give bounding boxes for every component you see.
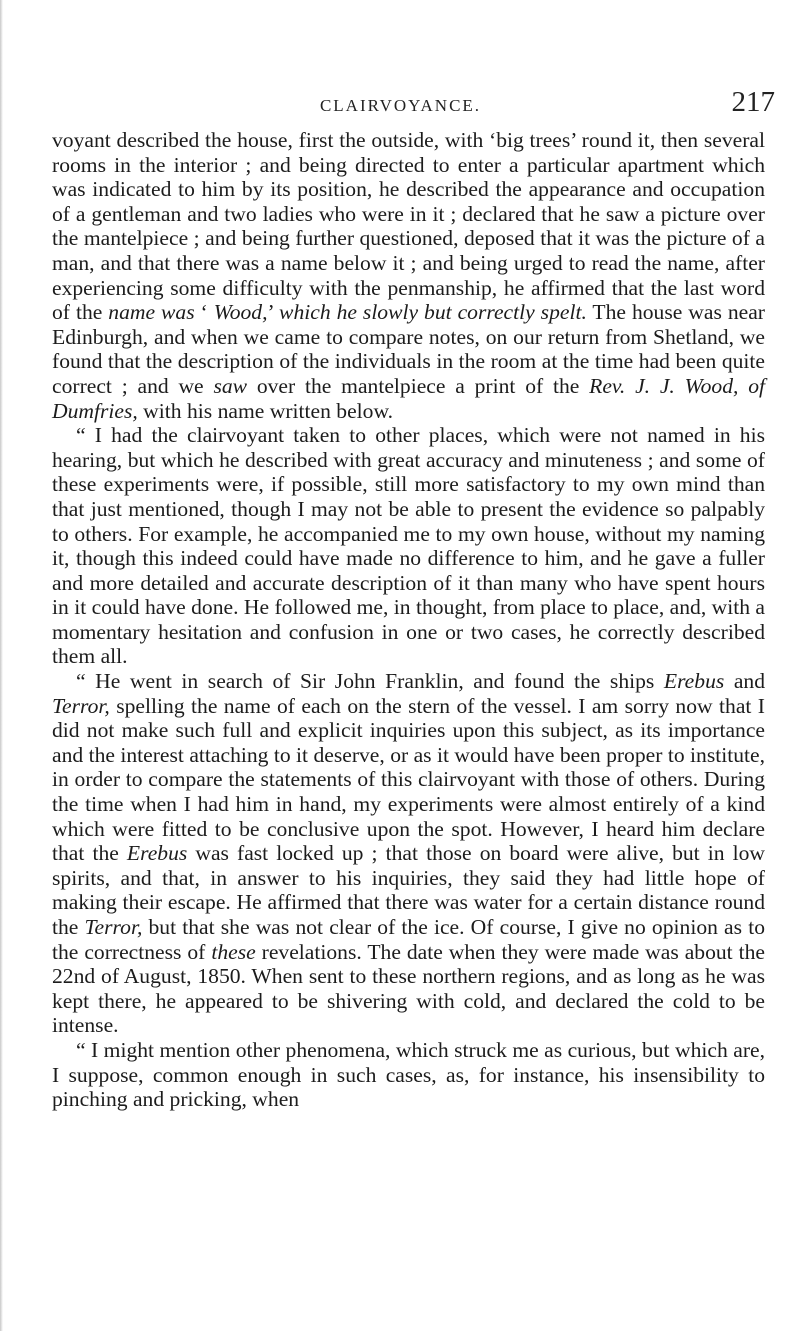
paragraph <box>52 1038 765 1112</box>
italic-text: Wood, <box>213 300 268 325</box>
italic-text: name was <box>108 300 195 325</box>
text-run: “ I had the clairvoyant taken to other places, which were not named in his hearing, but which he described with great accuracy and minuteness ; and some of these experiments were, if possible, still more satisfactory to my own mind than that just mentioned, though I may not be able to present the evidence so palpably to others. For example, he accompanied me to my own house, without my naming it, though this indeed could have made no difference to him, and he gave a fuller and more detailed and accurate description of it than many who have spent hours in it could have done. He followed me, in thought, from place to place, and, with a momentary hesitation and confusion in one or two cases, he correctly described them all. <box>52 423 765 669</box>
text-body <box>52 128 765 1112</box>
text-run: ’ <box>267 300 280 325</box>
text-run: was fast locked up ; that those on board were alive, but in low spirits, and that, in answer to his inquiries, they said they had little hope of making their escape. He affirmed that there was water for a certain distance round the <box>52 841 765 939</box>
text-run: “ I might mention other phenomena, which struck me as curious, but which are, I suppose, common enough in such cases, as, for instance, his insensibility to pinching and pricking, when <box>52 1037 765 1112</box>
italic-text: Erebus <box>126 841 188 866</box>
paragraph <box>52 423 765 669</box>
text-run: and <box>724 669 766 694</box>
italic-text: Erebus <box>663 669 725 694</box>
text-run: but that she was not clear of the ice. Of course, I give no opinion as to the correctness of <box>52 915 765 964</box>
italic-text: Rev. J. J. Wood, of Dumfries, <box>52 373 765 423</box>
text-run: ‘ <box>194 300 214 325</box>
italic-text: these <box>211 939 256 964</box>
paragraph <box>52 669 765 1038</box>
text-run: “ He went in search of Sir John Franklin, and found the ships <box>76 669 664 694</box>
italic-text: Terror, <box>84 915 143 939</box>
paragraph <box>52 128 765 423</box>
text-run: with his name written below. <box>137 398 394 423</box>
text-run: The house was near Edinburgh, and when we came to compare notes, on our return from Shetland, we found that the description of the individuals in the room at the time had been quite correct ; and we <box>52 300 765 398</box>
text-run: over the mantelpiece a print of the <box>247 373 590 398</box>
text-run: spelling the name of each on the stern of the vessel. I am sorry now that I did not make such full and explicit inquiries upon this subject, as its importance and the interest attaching to it deserve, or as it would have been proper to institute, in order to compare the statements of this clairvoyant with those of others. During the time when I had him in hand, my experiments were almost entirely of a kind which were fitted to be conclusive upon the spot. However, I heard him declare that the <box>52 693 765 866</box>
page-header <box>0 86 801 124</box>
text-run: voyant described the house, first the outside, with ‘big trees’ round it, then several rooms in the interior ; and being directed to enter a particular apartment which was indicated to him by its position, he described the appearance and occupation of a gentleman and two ladies who were in it ; declared that he saw a picture over the mantelpiece ; and being further questioned, deposed that it was the picture of a man, and that there was a name below it ; and being urged to read the name, after experiencing some difficulty with the penmanship, he affirmed that the last word of the <box>52 128 765 325</box>
page-number: 217 <box>731 86 775 118</box>
italic-text: which he slowly but correctly spelt. <box>279 300 587 325</box>
running-title: CLAIRVOYANCE. <box>319 96 482 115</box>
italic-text: Terror, <box>52 693 110 718</box>
italic-text: saw <box>213 373 248 398</box>
page-edge <box>0 0 3 1331</box>
text-run: revelations. The date when they were made was about the 22nd of August, 1850. When sent to these northern regions, and as long as he was kept there, he appeared to be shivering with cold, and declared the cold to be intense. <box>52 939 766 1038</box>
